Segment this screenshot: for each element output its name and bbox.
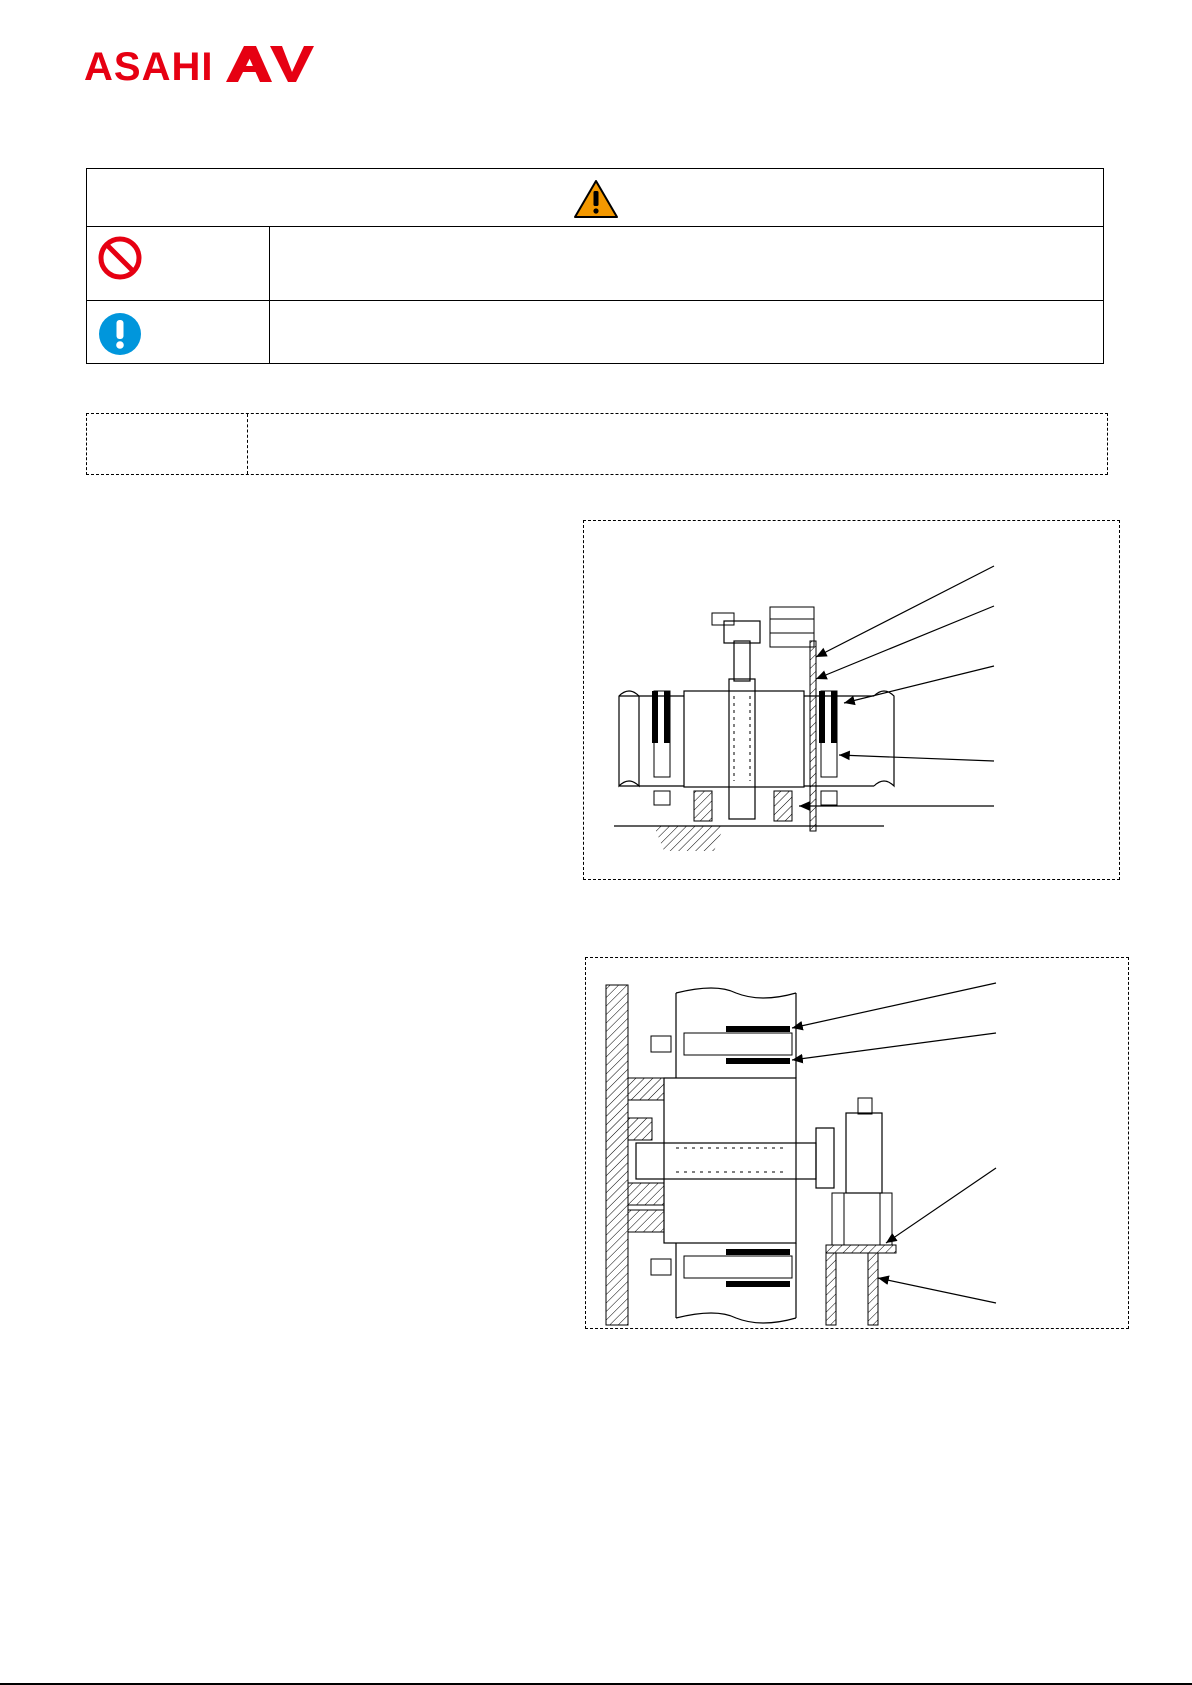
mandatory-action-icon <box>97 311 143 357</box>
warning-table <box>86 168 1104 364</box>
asahi-av-logo <box>84 42 314 86</box>
valve-support-figure-bottom <box>585 957 1129 1329</box>
note-box <box>86 413 1108 475</box>
valve-support-drawing-top <box>584 521 1119 879</box>
valve-support-drawing-bottom <box>586 958 1128 1328</box>
warning-row-mandatory <box>87 301 1103 363</box>
warning-row-prohibition <box>87 227 1103 301</box>
warning-table-header <box>87 169 1103 227</box>
warning-triangle-icon <box>573 179 619 219</box>
valve-support-figure-top <box>583 520 1120 880</box>
note-box-divider <box>247 414 248 474</box>
prohibition-icon <box>97 235 143 281</box>
svg-text:ASAHI: ASAHI <box>84 45 214 86</box>
